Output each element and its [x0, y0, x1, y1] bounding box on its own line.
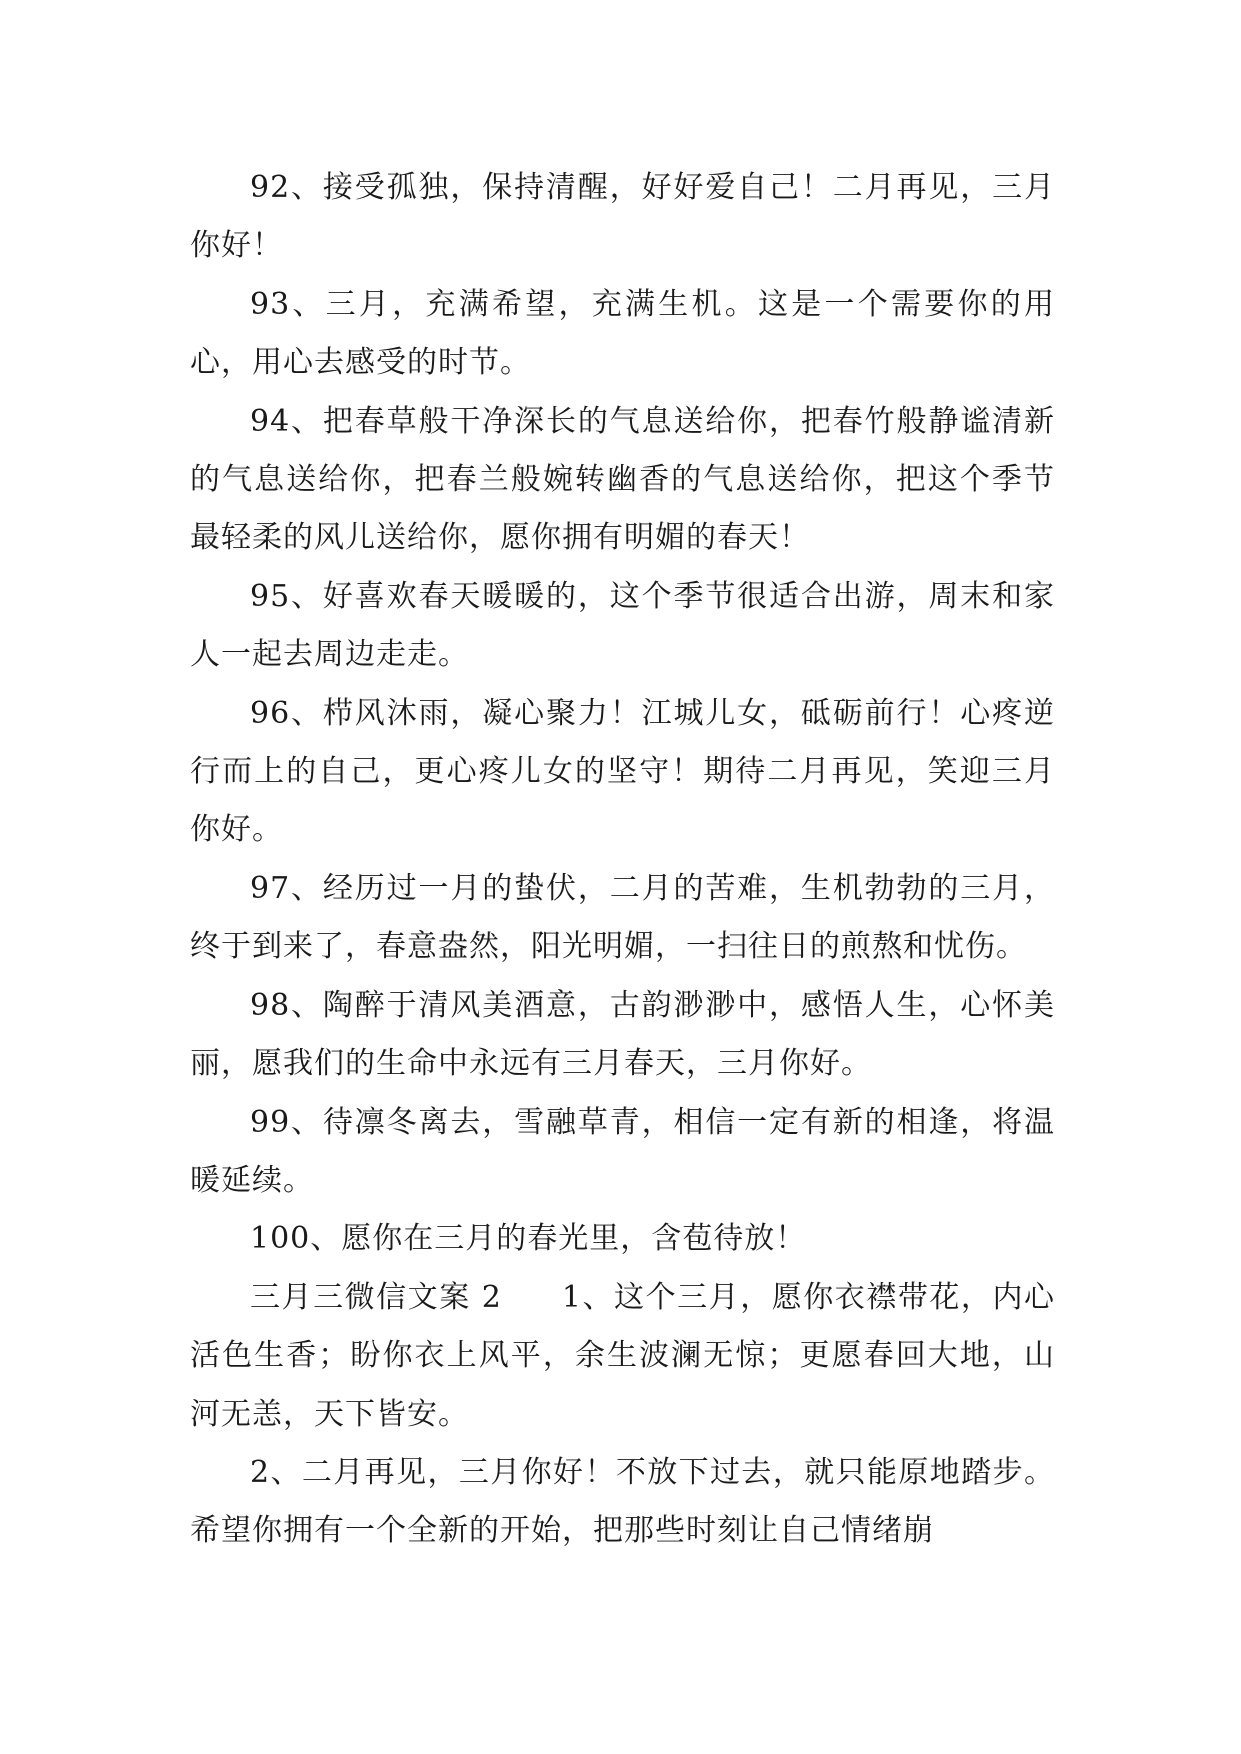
- paragraph-98: 98、陶醉于清风美酒意，古韵渺渺中，感悟人生，心怀美丽，愿我们的生命中永远有三月春天，三月你好。: [190, 987, 1055, 1082]
- paragraph-93: 93、三月，充满希望，充满生机。这是一个需要你的用心，用心去感受的时节。: [190, 286, 1055, 381]
- paragraph-97: 97、经历过一月的蛰伏，二月的苦难，生机勃勃的三月，终于到来了，春意盎然，阳光明媚，一扫往日的煎熬和忧伤。: [190, 870, 1055, 965]
- section-first-item: 1、这个三月，愿你衣襟带花，内心活色生香；盼你衣上风平，余生波澜无惊；更愿春回大地，山河无恙，天下皆安。: [190, 1279, 1056, 1432]
- document-body: [190, 159, 1055, 1561]
- paragraph-99: 99、待凛冬离去，雪融草青，相信一定有新的相逢，将温暖延续。: [190, 1104, 1055, 1198]
- paragraph-100: 100、愿你在三月的春光里，含苞待放！: [250, 1221, 807, 1257]
- section-paragraph: [190, 1269, 1055, 1444]
- paragraph-94: 94、把春草般干净深长的气息送给你，把春竹般静谧清新的气息送给你，把春兰般婉转幽香的气息送给你，把这个季节最轻柔的风儿送给你，愿你拥有明媚的春天！: [190, 403, 1055, 556]
- paragraph-2: 2、二月再见，三月你好！不放下过去，就只能原地踏步。希望你拥有一个全新的开始，把那些时刻让自己情绪崩: [190, 1454, 1055, 1549]
- paragraph-95: 95、好喜欢春天暖暖的，这个季节很适合出游，周末和家人一起去周边走走。: [190, 578, 1055, 673]
- paragraph-96: 96、栉风沐雨，凝心聚力！江城儿女，砥砺前行！心疼逆行而上的自己，更心疼儿女的坚守！期待二月再见，笑迎三月你好。: [190, 695, 1055, 848]
- paragraph-92: 92、接受孤独，保持清醒，好好爱自己！二月再见，三月你好！: [190, 170, 1055, 264]
- section-heading: 三月三微信文案 2: [250, 1279, 502, 1315]
